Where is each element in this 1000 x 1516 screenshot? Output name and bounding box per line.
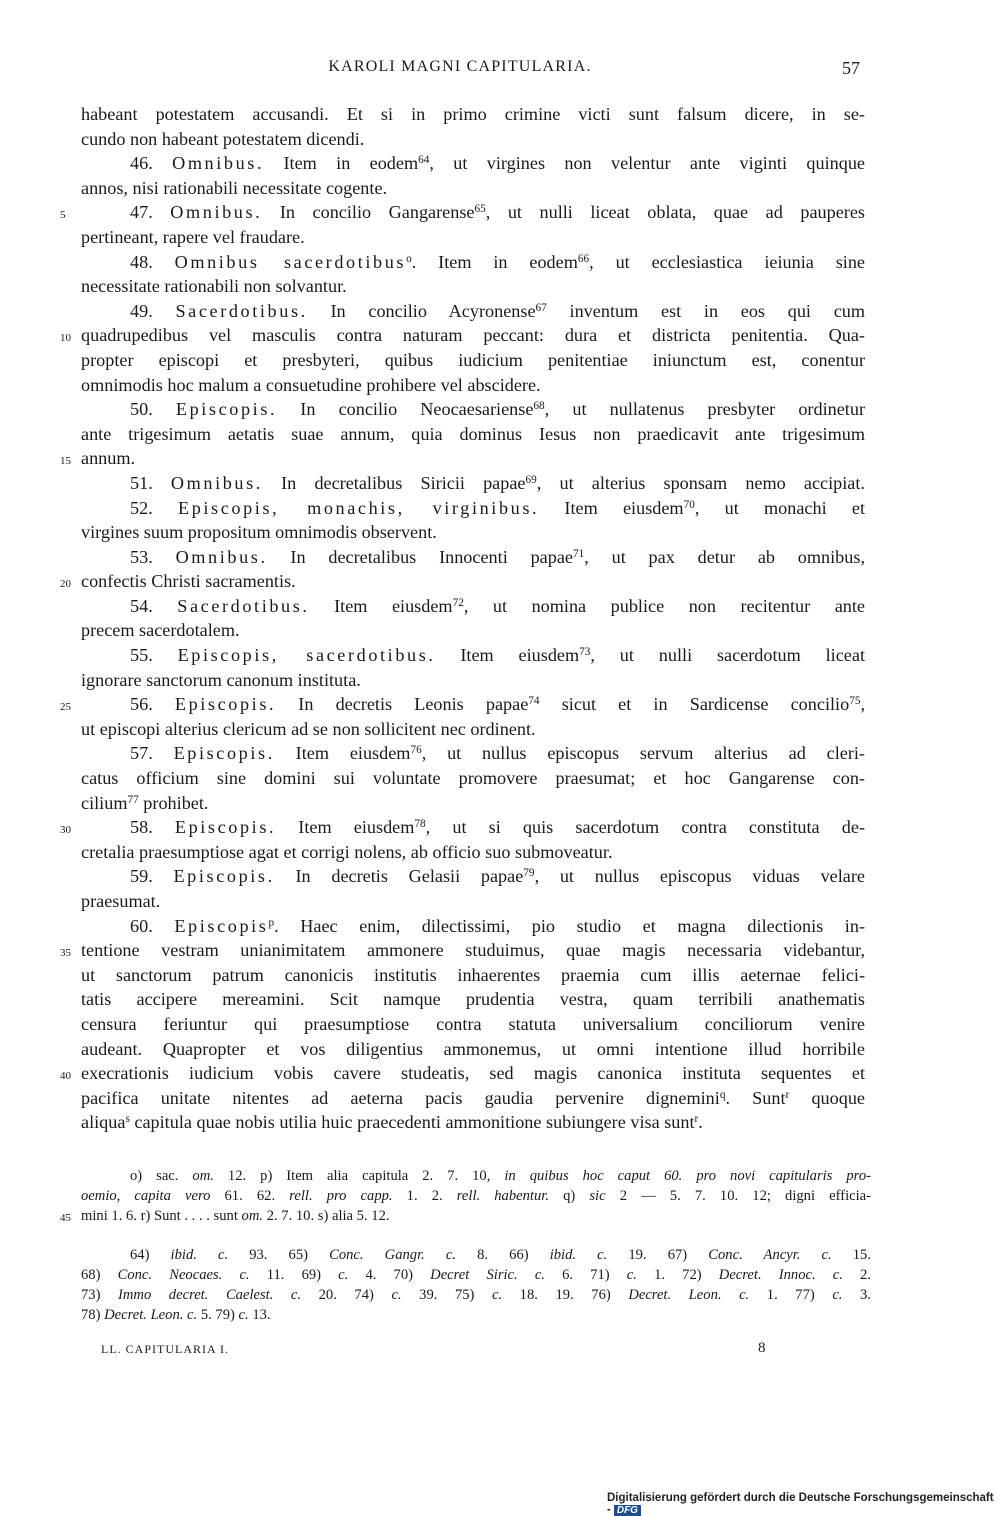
text-segment: ante trigesimum aetatis suae annum, quia dominus Iesus non praedicavit ante trigesimum — [81, 423, 865, 444]
text-segment: . Haec enim, dilectissimi, pio studio et magna dilectionis in- — [274, 915, 865, 936]
footnote-marker: 65 — [474, 203, 486, 216]
text-line — [81, 914, 865, 939]
text-line — [81, 594, 865, 619]
text-segment: 53. — [130, 546, 176, 567]
text-segment: in quibus hoc caput 60. pro novi capitularis pro- — [504, 1168, 871, 1184]
footnote-marker: 76 — [410, 744, 422, 757]
text-line — [81, 791, 865, 816]
text-segment: q) — [549, 1188, 590, 1204]
addressee-label: Episcopis, sacerdotibus. — [177, 645, 436, 666]
line-number: 20 — [60, 578, 71, 591]
digitization-credit — [607, 1492, 1000, 1516]
text-segment: Item eiusdem — [539, 497, 684, 518]
footnote-marker: 69 — [525, 473, 537, 486]
footnote-marker: s — [125, 1113, 130, 1126]
line-number: 15 — [60, 455, 71, 468]
text-segment: , ut pax detur ab omnibus, — [584, 546, 865, 567]
addressee-label: Omnibus. — [170, 202, 263, 223]
signature-mark: LL. CAPITULARIA I. — [101, 1342, 229, 1356]
text-segment: In concilio Gangarense — [262, 202, 475, 223]
text-segment: habeant potestatem accusandi. Et si in primo crimine victi sunt falsum dicere, in se- — [81, 104, 865, 124]
text-segment: audeant. Quapropter et vos diligentius ammonemus, ut omni intentione illud horribile — [81, 1038, 865, 1059]
text-segment: Decret. Innoc. c. — [718, 1267, 843, 1283]
text-segment: 19. 67) — [607, 1247, 709, 1263]
text-line — [81, 471, 865, 496]
text-segment: , ut virgines non velentur ante viginti quinque — [429, 153, 865, 174]
text-segment: quadrupedibus vel masculis contra naturam peccant: dura et districta penitentia. Qua- — [81, 325, 865, 346]
line-number: 5 — [60, 209, 66, 222]
text-segment: quoque — [789, 1087, 865, 1108]
text-line — [60, 692, 866, 717]
text-segment: In decretis Leonis papae — [276, 694, 529, 715]
text-segment: virgines suum propositum omnimodis observent. — [81, 522, 437, 543]
text-line — [81, 1037, 865, 1062]
text-segment: capitula quae nobis utilia huic praecedenti ammonitione subiungere visa sunt — [129, 1112, 695, 1133]
text-segment: 6. 71) — [544, 1267, 627, 1283]
text-segment: 1. 77) — [749, 1287, 833, 1303]
text-segment: annos, nisi rationabili necessitate cogente. — [81, 177, 388, 198]
footnote-marker: 75 — [849, 695, 861, 708]
footnote-marker: 79 — [523, 867, 535, 880]
line-number: 45 — [60, 1212, 71, 1224]
text-segment: necessitate rationabili non solvantur. — [81, 276, 347, 297]
text-segment: 20. 74) — [301, 1287, 392, 1303]
text-segment: , ut nulli liceat oblata, quae ad pauperes — [485, 202, 865, 223]
text-line — [81, 151, 865, 176]
text-segment: 3. — [842, 1287, 871, 1303]
text-segment: precem sacerdotalem. — [81, 620, 240, 641]
text-segment: . Sunt — [725, 1087, 786, 1108]
text-segment: 57. — [130, 743, 174, 764]
line-number: 40 — [60, 1070, 71, 1083]
text-segment: 18. 19. 76) — [502, 1287, 629, 1303]
text-segment: confectis Christi sacramentis. — [81, 571, 296, 592]
footnote-marker: r — [785, 1088, 790, 1101]
text-segment: cilium — [81, 792, 128, 813]
footnote-marker: 66 — [577, 252, 590, 265]
footnote-marker: 72 — [452, 596, 464, 609]
footnote-marker: q — [719, 1088, 726, 1101]
text-segment: In concilio Acyronense — [307, 300, 536, 321]
text-segment: Decret Siric. c. — [430, 1267, 545, 1283]
text-line — [81, 496, 865, 521]
text-segment: om. — [241, 1208, 264, 1224]
text-segment: 73) — [81, 1287, 119, 1303]
text-segment: 59. — [130, 866, 174, 887]
source-footnotes — [81, 1245, 871, 1325]
text-line — [60, 569, 865, 594]
text-line — [81, 1110, 865, 1135]
text-segment: c. — [626, 1267, 637, 1283]
text-segment: oemio, capita vero — [81, 1188, 211, 1204]
text-segment: 13. — [248, 1307, 271, 1323]
text-segment: omnimodis hoc malum a consuetudine prohibere vel abscidere. — [81, 374, 541, 395]
addressee-label: Episcopis. — [174, 694, 277, 715]
footnote-marker: 70 — [683, 498, 695, 511]
footnote-marker: 67 — [535, 301, 547, 314]
footnote-marker: 77 — [127, 793, 139, 806]
text-line — [81, 127, 865, 152]
text-segment: sicut et in Sardicense concilio — [539, 694, 850, 715]
text-segment: Item in eodem — [264, 153, 419, 174]
text-segment: 78) — [81, 1307, 105, 1323]
critical-note-line — [60, 1206, 871, 1226]
text-segment: 1. 2. — [392, 1188, 457, 1204]
addressee-label: Sacerdotibus. — [175, 300, 308, 321]
text-segment: In decretalibus Siricii papae — [262, 472, 526, 493]
text-segment: ignorare sanctorum canonum instituta. — [81, 669, 361, 690]
text-segment: 52. — [130, 497, 178, 518]
text-line — [81, 250, 865, 275]
text-segment: . — [698, 1112, 703, 1133]
text-line — [81, 274, 865, 299]
text-segment: o) sac. — [130, 1168, 193, 1184]
text-line — [81, 422, 865, 447]
text-line — [81, 176, 865, 201]
text-line — [81, 1012, 865, 1037]
text-segment: catus officium sine domini sui voluntate promovere praesumat; et hoc Gangarense con- — [81, 768, 865, 789]
text-segment: ut episcopi alterius clericum ad se non sollicitent nec ordinent. — [81, 718, 536, 739]
text-line — [81, 717, 865, 742]
page-number: 57 — [842, 58, 860, 78]
critical-note-line — [81, 1186, 871, 1206]
text-segment: 50. — [130, 399, 176, 420]
text-segment: Conc. Neocaes. c. — [117, 1267, 250, 1283]
text-segment: , ut nullus episcopus viduas velare — [534, 866, 866, 887]
text-segment: cretalia praesumptiose agat et corrigi nolens, ab officio suo submoveatur. — [81, 841, 613, 862]
text-line — [81, 545, 865, 570]
text-segment: 58. — [130, 817, 175, 838]
main-text — [60, 102, 866, 1135]
text-segment: 54. — [130, 595, 178, 616]
text-segment: 15. — [831, 1247, 871, 1263]
text-segment: prohibet. — [138, 792, 209, 813]
text-segment: In decretis Gelasii papae — [274, 866, 524, 887]
footnote-marker: 73 — [579, 645, 591, 658]
text-segment: Item eiusdem — [276, 817, 415, 838]
source-note-line — [81, 1285, 871, 1305]
text-line — [81, 889, 865, 914]
text-segment: Conc. Ancyr. c. — [708, 1247, 832, 1263]
text-line — [81, 1086, 865, 1111]
text-segment: 68) — [81, 1267, 118, 1283]
text-segment: Decret. Leon. c. — [104, 1307, 198, 1323]
text-segment: 48. — [130, 251, 175, 272]
footnote-marker: r — [694, 1113, 699, 1126]
text-segment: ibid. c. — [170, 1247, 229, 1263]
addressee-label: Omnibus. — [175, 546, 268, 567]
digitization-text: Digitalisierung gefördert durch die Deutsche Forschungsgemeinschaft - — [607, 1492, 994, 1516]
footnote-marker: o — [406, 252, 412, 265]
addressee-label: Episcopis. — [173, 743, 275, 764]
text-line — [81, 643, 865, 668]
critical-apparatus — [60, 1166, 871, 1226]
text-segment: Item eiusdem — [274, 743, 411, 764]
text-line — [60, 938, 865, 963]
text-segment: 12. p) Item alia capitula 2. 7. 10, — [213, 1168, 505, 1184]
addressee-label: Omnibus. — [170, 472, 263, 493]
text-segment: 47. — [130, 202, 171, 223]
text-segment: , ut nulli sacerdotum liceat — [590, 645, 865, 666]
text-line — [81, 348, 865, 373]
text-segment: , ut nullatenus presbyter ordinetur — [544, 399, 865, 420]
addressee-label: Episcopis — [174, 915, 269, 936]
text-line — [60, 200, 865, 225]
text-segment: c. — [238, 1307, 249, 1323]
text-segment: 46. — [130, 153, 173, 174]
line-number: 10 — [60, 332, 71, 345]
footnote-marker: 74 — [528, 695, 540, 708]
text-segment: annum. — [81, 448, 136, 469]
text-segment: tatis accipere mereamini. Scit namque prudentia vestra, quam terribili anathematis — [81, 989, 865, 1010]
text-segment: ibid. c. — [549, 1247, 608, 1263]
text-segment: c. — [391, 1287, 402, 1303]
text-segment: , ut nullus episcopus servum alterius ad cleri- — [421, 743, 865, 764]
text-segment: aliqua — [81, 1112, 126, 1133]
text-segment: In decretalibus Innocenti papae — [267, 546, 573, 567]
source-note-line — [81, 1245, 871, 1265]
footnote-marker: 71 — [572, 547, 585, 560]
line-number: 30 — [60, 824, 71, 837]
footnote-marker: 78 — [414, 818, 426, 831]
text-segment: execrationis iudicium vobis cavere studeatis, sed magis canonica instituta sequentes et — [81, 1063, 865, 1084]
text-line — [81, 840, 865, 865]
text-line — [81, 668, 865, 693]
text-segment: Conc. Gangr. c. — [329, 1247, 457, 1263]
text-segment: Item eiusdem — [435, 645, 580, 666]
text-line — [60, 323, 865, 348]
text-segment: c. — [338, 1267, 349, 1283]
text-segment: , ut si quis sacerdotum contra constituta de- — [425, 817, 865, 838]
text-line — [81, 963, 865, 988]
text-segment: 2. — [842, 1267, 871, 1283]
text-line — [81, 987, 865, 1012]
text-segment: , — [860, 694, 866, 715]
text-segment: censura feriuntur qui praesumptiose contra statuta universalium conciliorum venire — [81, 1013, 865, 1034]
text-segment: , ut nomina publice non recitentur ante — [463, 595, 866, 616]
text-segment: inventum est in eos qui cum — [546, 300, 866, 321]
text-segment: 61. 62. — [210, 1188, 290, 1204]
text-line — [81, 373, 865, 398]
text-line — [81, 766, 865, 791]
text-segment: In concilio Neocaesariense — [277, 399, 534, 420]
text-segment: 2 — 5. 7. 10. 12; digni efficia- — [605, 1188, 871, 1204]
line-number: 35 — [60, 947, 71, 960]
text-segment: 49. — [130, 300, 176, 321]
text-segment: 5. 79) — [197, 1307, 239, 1323]
dfg-logo-icon: DFG — [614, 1505, 641, 1516]
text-segment: c. — [832, 1287, 843, 1303]
critical-note-line — [81, 1166, 871, 1186]
text-segment: rell. habentur. — [456, 1188, 549, 1204]
source-note-line — [81, 1305, 871, 1325]
text-line — [81, 618, 865, 643]
text-segment: 51. — [130, 472, 171, 493]
addressee-label: Episcopis. — [174, 817, 277, 838]
text-segment: ut sanctorum patrum canonicis institutis inhaerentes praemia cum illis aeternae felici- — [81, 964, 865, 985]
footnote-marker: p — [268, 916, 275, 929]
text-segment: sic — [589, 1188, 606, 1204]
text-segment: Item eiusdem — [309, 595, 453, 616]
addressee-label: Episcopis. — [173, 866, 275, 887]
text-segment: tentione vestram unianimitatem ammonere studuimus, quae magis necessaria videbantur, — [81, 940, 865, 961]
addressee-label: Omnibus. — [172, 153, 265, 174]
addressee-label: Episcopis, monachis, virginibus. — [177, 497, 540, 518]
text-segment: 93. 65) — [228, 1247, 330, 1263]
line-number: 25 — [60, 701, 71, 714]
text-line — [81, 741, 865, 766]
text-segment: 1. 72) — [636, 1267, 719, 1283]
text-segment: propter episcopi et presbyteri, quibus iudicium penitentiae iniunctum est, conentur — [81, 349, 865, 370]
text-segment: 8. 66) — [456, 1247, 550, 1263]
text-segment: pacifica unitate nitentes ad aeterna pacis gaudia pervenire dignemini — [81, 1087, 720, 1108]
text-line — [60, 815, 865, 840]
text-segment: cundo non habeant potestatem dicendi. — [81, 128, 365, 149]
text-segment: 56. — [130, 694, 175, 715]
text-segment: pertineant, rapere vel fraudare. — [81, 226, 305, 247]
text-segment: praesumat. — [81, 891, 161, 911]
text-segment: 55. — [130, 645, 178, 666]
text-segment: Immo decret. Caelest. c. — [118, 1287, 302, 1303]
page-header — [0, 58, 1000, 82]
text-segment: c. — [491, 1287, 503, 1303]
text-line — [81, 102, 865, 127]
text-line — [81, 299, 865, 324]
text-segment: 4. 70) — [348, 1267, 431, 1283]
footnote-marker: 64 — [418, 153, 430, 166]
text-segment: 2. 7. 10. s) alia 5. 12. — [263, 1208, 390, 1224]
text-line — [81, 397, 865, 422]
text-line — [81, 225, 865, 250]
addressee-label: Episcopis. — [175, 399, 278, 420]
footnote-marker: 68 — [533, 399, 545, 412]
text-segment: , ut alterius sponsam nemo accipiat. — [536, 472, 865, 493]
source-note-line — [81, 1265, 871, 1285]
text-line — [81, 864, 865, 889]
text-segment: 60. — [130, 915, 175, 936]
text-segment: , ut ecclesiastica ieiunia sine — [589, 251, 865, 272]
text-segment: 64) — [130, 1247, 171, 1263]
text-line — [81, 520, 865, 545]
text-segment: 11. 69) — [249, 1267, 339, 1283]
running-title: KAROLI MAGNI CAPITULARIA. — [328, 58, 592, 75]
text-line — [60, 1061, 865, 1086]
text-segment: Decret. Leon. c. — [628, 1287, 750, 1303]
text-segment: . Item in eodem — [411, 251, 578, 272]
sheet-number: 8 — [758, 1340, 766, 1356]
text-line — [60, 446, 865, 471]
text-segment: mini 1. 6. r) Sunt . . . . sunt — [81, 1208, 242, 1224]
text-segment: 39. 75) — [401, 1287, 492, 1303]
text-segment: om. — [192, 1168, 214, 1184]
addressee-label: Omnibus sacerdotibus — [174, 251, 407, 272]
addressee-label: Sacerdotibus. — [177, 595, 310, 616]
text-segment: , ut monachi et — [694, 497, 866, 518]
text-segment: rell. pro capp. — [289, 1188, 393, 1204]
